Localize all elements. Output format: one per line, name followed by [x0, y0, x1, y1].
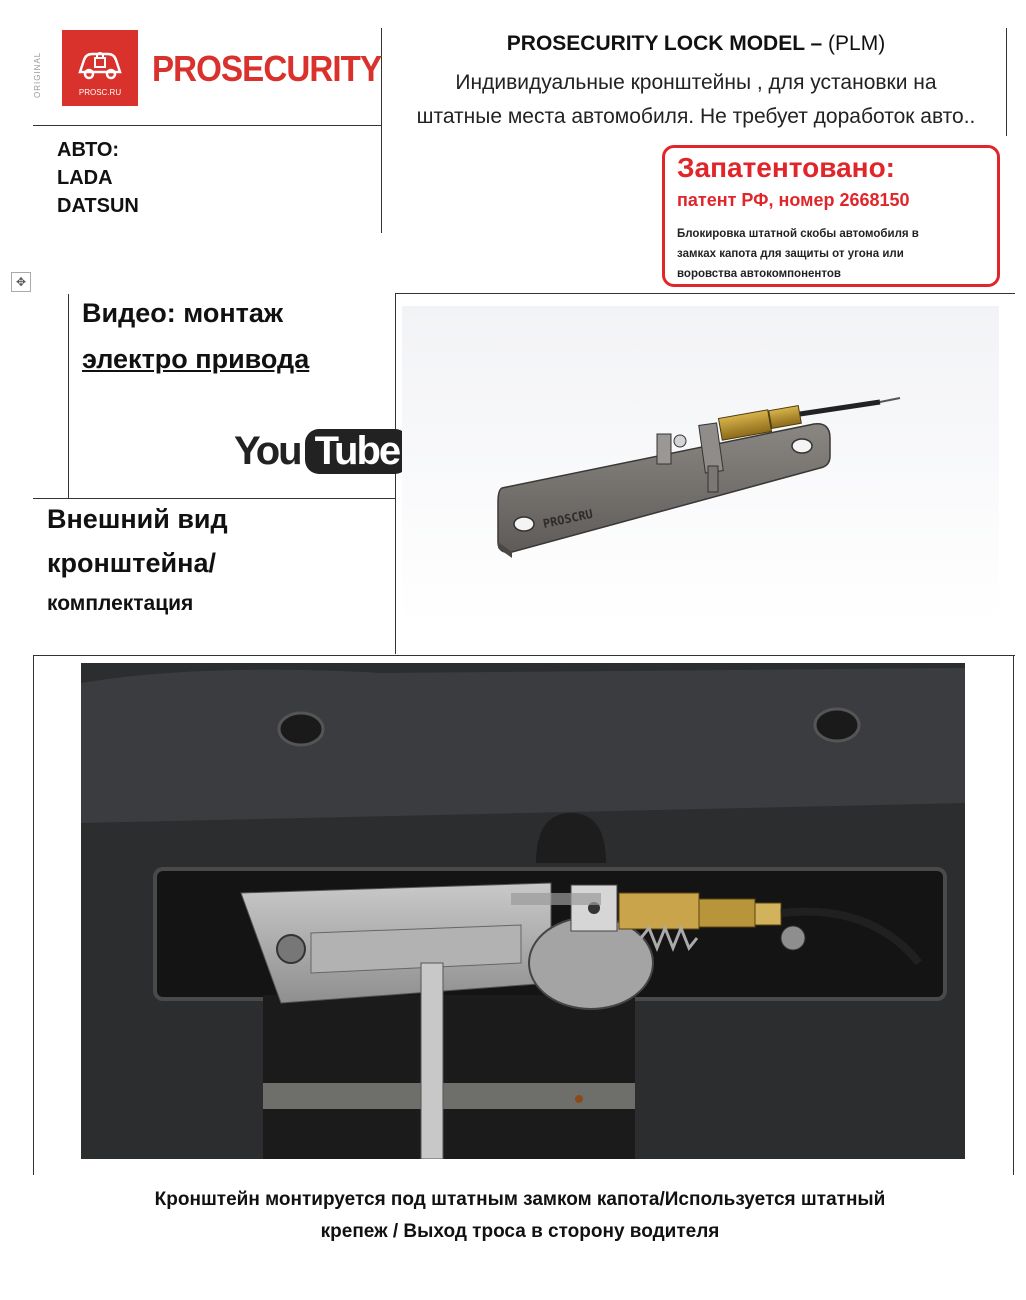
yt-you-text: You	[234, 428, 301, 473]
car-lock-icon	[76, 44, 124, 84]
video-heading: Видео: монтаж	[82, 298, 284, 328]
divider-top-left	[33, 125, 382, 126]
auto-make-datsun: DATSUN	[57, 195, 139, 217]
desc-line2: штатные места автомобиля. Не требует доработок авто..	[416, 105, 976, 128]
patent-desc-line1: Блокировка штатной скобы автомобиля в	[677, 228, 919, 240]
divider-render-top	[395, 293, 1015, 294]
patent-description	[677, 224, 993, 284]
yt-tube-text: Tube	[305, 429, 410, 474]
divider-photo-right	[1013, 655, 1014, 1175]
patent-title: Запатентовано:	[677, 152, 895, 183]
page-title	[390, 32, 1002, 56]
title-bold: PROSECURITY LOCK MODEL –	[506, 32, 823, 55]
title-abbr: (PLM)	[828, 32, 886, 55]
brand-name: PROSECURITY	[152, 48, 382, 89]
plate-label: PROSCRU	[541, 506, 595, 531]
divider-top-right	[1006, 28, 1007, 136]
youtube-logo-icon[interactable]	[234, 418, 409, 484]
patent-desc-line2: замках капота для защиты от угона или	[677, 248, 904, 260]
auto-list	[57, 136, 139, 220]
auto-make-lada: LADA	[57, 167, 113, 189]
patent-box	[662, 145, 1000, 287]
brand-logo	[62, 30, 138, 106]
patent-desc-line3: воровства автокомпонентов	[677, 268, 841, 280]
divider-top-mid	[381, 28, 382, 233]
video-link[interactable]: электро привода	[82, 344, 310, 374]
divider-photo-top	[33, 655, 1015, 656]
caption-line1: Кронштейн монтируется под штатным замком капота/Используется штатный	[154, 1189, 886, 1210]
installation-photo	[81, 663, 965, 1159]
caption-line2: крепеж / Выход троса в сторону водителя	[320, 1221, 720, 1242]
logo-original-text: ORIGINAL	[33, 51, 42, 98]
desc-line1: Индивидуальные кронштейны , для установки на	[455, 71, 937, 94]
move-handle-icon[interactable]: ✥	[11, 272, 31, 292]
divider-video-left	[68, 294, 69, 499]
bracket-render-image	[402, 306, 999, 624]
divider-photo-left	[33, 655, 34, 1175]
logo-site: PROSC.RU	[78, 88, 122, 97]
patent-number: патент РФ, номер 2668150	[677, 190, 910, 210]
divider-video-bottom	[33, 498, 395, 499]
photo-caption	[40, 1184, 1000, 1248]
exterior-heading: Внешний вид	[47, 504, 228, 534]
auto-label: АВТО:	[57, 139, 120, 161]
exterior-subheading: комплектация	[47, 592, 194, 615]
exterior-heading-2: кронштейна/	[47, 548, 216, 578]
header-description	[390, 66, 1002, 134]
